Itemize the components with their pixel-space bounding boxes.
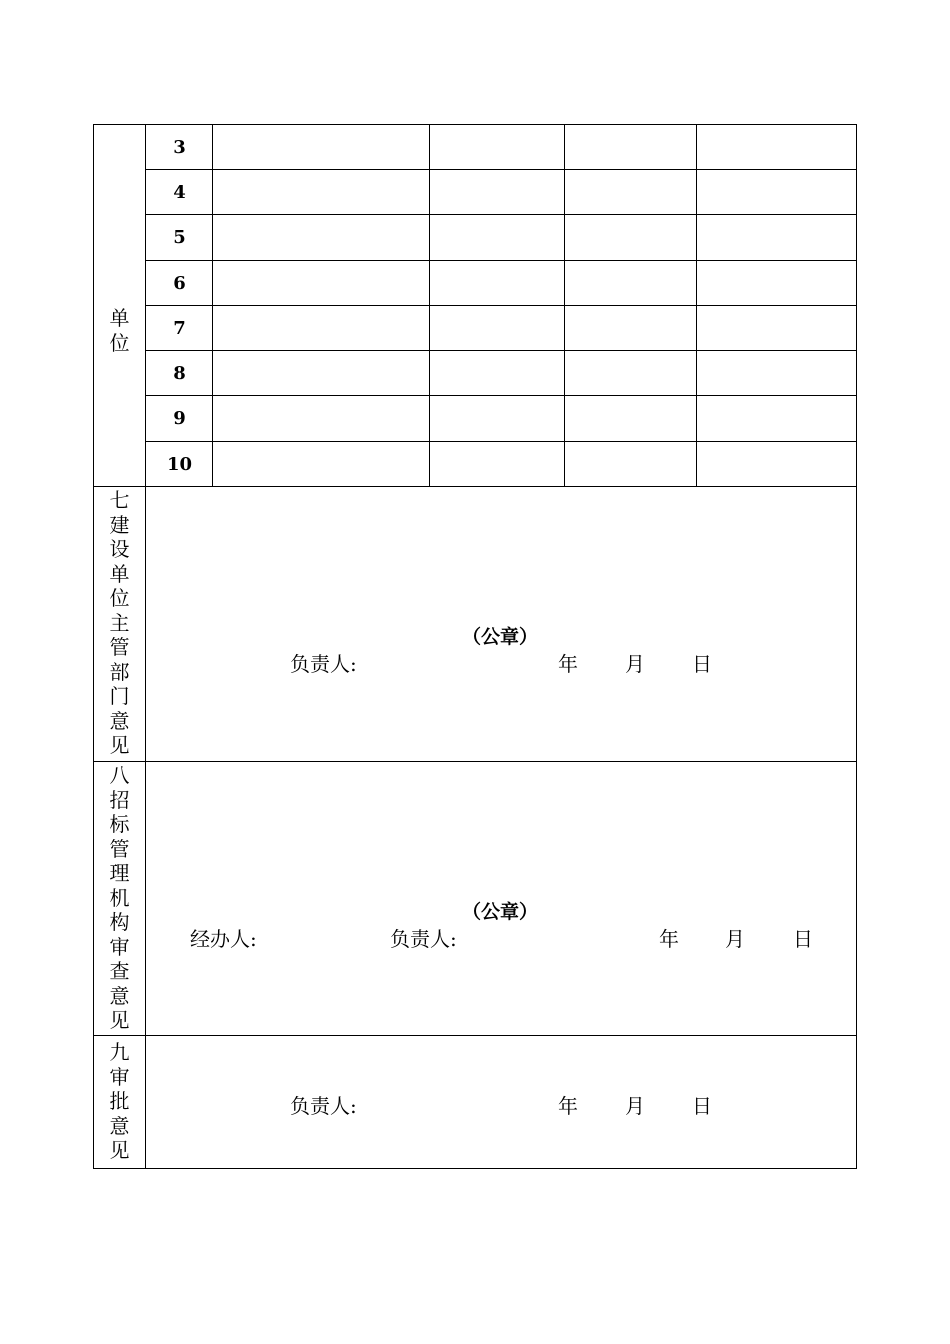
- label-char: 管: [109, 635, 130, 659]
- label-char: 标: [109, 812, 130, 836]
- grid-col-line: [696, 124, 697, 486]
- year-label: 年: [659, 927, 679, 951]
- month-label: 月: [625, 1094, 645, 1118]
- month-label: 月: [625, 652, 645, 676]
- label-char: 查: [109, 959, 130, 983]
- label-char: 理: [109, 861, 130, 885]
- label-char: 意: [109, 1113, 130, 1138]
- grid-row-line: [145, 260, 857, 261]
- label-char: 单: [109, 561, 130, 586]
- label-char: 机: [109, 885, 130, 910]
- label-char: 设: [109, 537, 130, 561]
- month-label: 月: [725, 927, 745, 951]
- row-number: 4: [173, 182, 186, 203]
- label-char: 建: [109, 512, 130, 537]
- table-border-right: [856, 124, 857, 1169]
- label-char: 八: [109, 763, 130, 787]
- row-number: 8: [173, 363, 186, 384]
- row-number: 7: [173, 318, 186, 339]
- grid-row-line: [145, 350, 857, 351]
- responsible-label: 负责人:: [390, 927, 457, 951]
- label-char: 七: [109, 488, 130, 512]
- unit-section-label: [94, 306, 145, 355]
- section-divider: [93, 761, 857, 762]
- label-char: 位: [109, 330, 130, 355]
- label-char: 单: [109, 306, 130, 330]
- responsible-label: 负责人:: [290, 1094, 357, 1118]
- table-border-bottom: [93, 1168, 857, 1169]
- label-char: 九: [109, 1040, 130, 1064]
- year-label: 年: [558, 652, 578, 676]
- label-char: 位: [109, 586, 130, 610]
- label-char: 审: [109, 934, 130, 959]
- day-label: 日: [692, 1094, 712, 1118]
- label-char: 部: [109, 659, 130, 684]
- grid-col-line: [429, 124, 430, 486]
- label-char: 批: [109, 1089, 130, 1113]
- section-divider: [93, 1035, 857, 1036]
- grid-row-line: [145, 395, 857, 396]
- seal-label: （公章）: [462, 901, 539, 923]
- label-char: 主: [109, 610, 130, 635]
- year-label: 年: [558, 1094, 578, 1118]
- grid-col-line: [564, 124, 565, 486]
- responsible-label: 负责人:: [290, 652, 357, 676]
- label-char: 门: [109, 684, 130, 708]
- seal-label: （公章）: [462, 626, 539, 648]
- label-char: 意: [109, 708, 130, 733]
- label-char: 构: [109, 910, 130, 934]
- grid-row-line: [145, 305, 857, 306]
- row-number: 6: [173, 273, 186, 294]
- label-char: 见: [109, 1008, 130, 1032]
- section8-label: [94, 763, 145, 1033]
- grid-row-line: [145, 169, 857, 170]
- section9-label: [94, 1040, 145, 1163]
- row-number: 3: [173, 137, 186, 158]
- grid-row-line: [145, 214, 857, 215]
- label-char: 审: [109, 1064, 130, 1089]
- label-char: 管: [109, 836, 130, 861]
- label-char: 意: [109, 983, 130, 1008]
- day-label: 日: [793, 927, 813, 951]
- row-number: 10: [166, 454, 193, 475]
- handler-label: 经办人:: [190, 927, 257, 951]
- day-label: 日: [692, 652, 712, 676]
- grid-row-line: [145, 441, 857, 442]
- label-char: 见: [109, 1138, 130, 1162]
- label-char: 见: [109, 733, 130, 757]
- row-number: 9: [173, 408, 186, 429]
- row-number: 5: [173, 227, 186, 248]
- section7-label: [94, 488, 145, 758]
- label-char: 招: [109, 787, 130, 812]
